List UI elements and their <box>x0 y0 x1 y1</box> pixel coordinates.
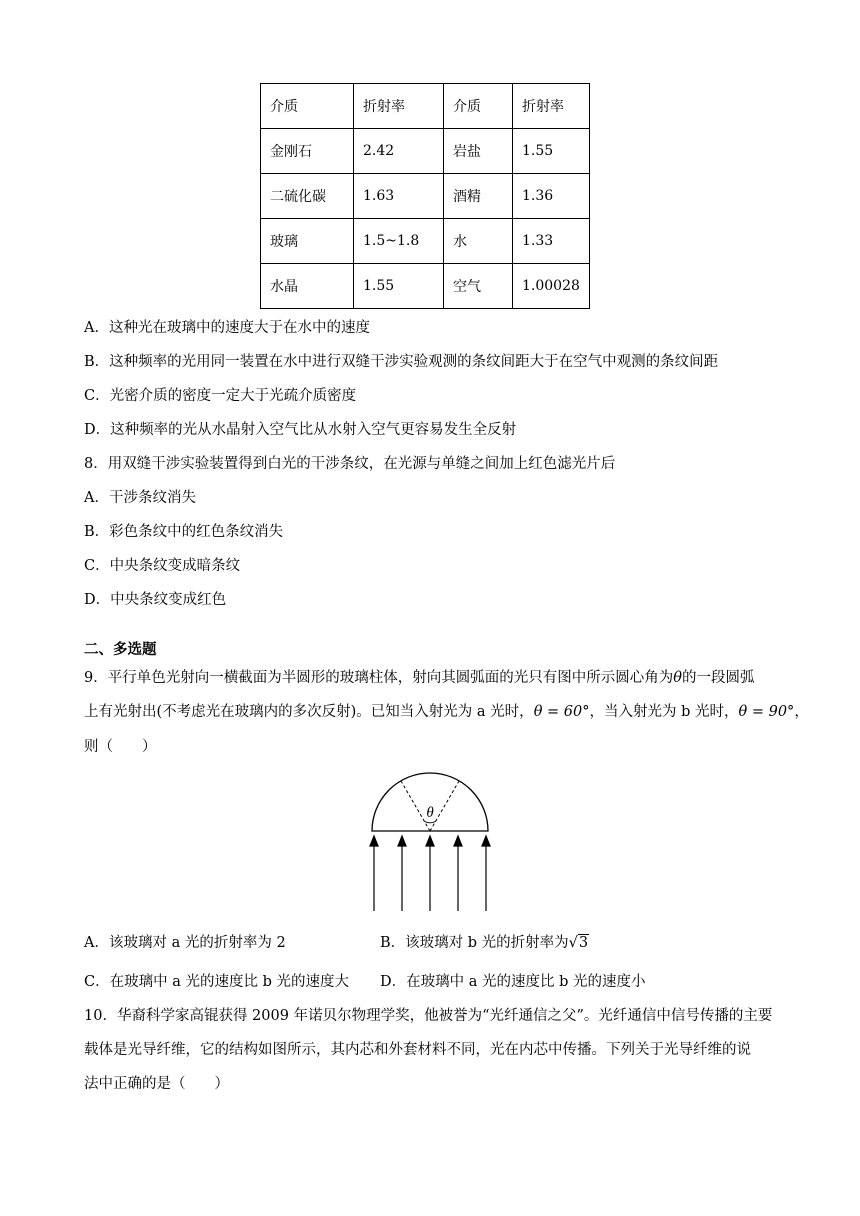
semicircle-outline <box>372 773 488 831</box>
q9-text: 上有光射出(不考虑光在玻璃内的多次反射)。已知当入射光为 a 光时， <box>84 704 534 720</box>
table-cell: 1.33 <box>513 219 590 264</box>
table-cell: 空气 <box>444 264 513 309</box>
q9-line-2 <box>84 702 809 722</box>
angle-arc <box>424 821 436 823</box>
sqrt-expression <box>569 933 589 953</box>
q9-option-d: D．在玻璃中 a 光的速度比 b 光的速度小 <box>380 974 646 990</box>
q9-line-3: 则（ ） <box>84 739 157 755</box>
q10-line-3: 法中正确的是（ ） <box>84 1076 229 1092</box>
theta-symbol: θ <box>673 670 682 686</box>
arrow-up-icon <box>398 836 406 846</box>
arrow-up-icon <box>426 836 434 846</box>
section-title: 二、多选题 <box>84 641 157 658</box>
sqrt-radicand: 3 <box>578 935 589 951</box>
table-cell: 1.55 <box>513 129 590 174</box>
table-row <box>261 129 590 174</box>
table-cell: 1.00028 <box>513 264 590 309</box>
q9-text: 9．平行单色光射向一横截面为半圆形的玻璃柱体，射向其圆弧面的光只有图中所示圆心角为 <box>84 670 674 686</box>
q9-text: ，当入射光为 b 光时， <box>589 704 739 720</box>
table-cell: 水晶 <box>261 264 354 309</box>
table-header-cell: 折射率 <box>513 84 590 129</box>
incident-light-arrows <box>370 836 490 911</box>
table-header-cell: 介质 <box>444 84 513 129</box>
dashed-radius-right <box>430 781 459 831</box>
table-header-cell: 折射率 <box>354 84 444 129</box>
table-row <box>261 264 590 309</box>
table-row <box>261 219 590 264</box>
q8-option-a: A．干涉条纹消失 <box>84 490 196 506</box>
q8-stem: 8．用双缝干涉实验装置得到白光的干涉条纹，在光源与单缝之间加上红色滤光片后 <box>84 456 616 472</box>
table-cell: 1.63 <box>354 174 444 219</box>
table-cell: 1.36 <box>513 174 590 219</box>
table-cell: 二硫化碳 <box>261 174 354 219</box>
q7-option-b: B．这种频率的光用同一装置在水中进行双缝干涉实验观测的条纹间距大于在空气中观测的条纹间距 <box>84 354 719 370</box>
table-header-cell: 介质 <box>261 84 354 129</box>
q9-text: ， <box>794 704 809 720</box>
theta-label: θ <box>426 805 434 821</box>
arrow-up-icon <box>370 836 378 846</box>
semicircle-glass-figure <box>360 770 500 916</box>
q7-option-c: C．光密介质的密度一定大于光疏介质密度 <box>84 388 357 404</box>
q10-line-2: 载体是光导纤维，它的结构如图所示，其内芯和外套材料不同，光在内芯中传播。下列关于光导纤维的说 <box>84 1042 751 1058</box>
q7-option-d: D．这种频率的光从水晶射入空气比从水射入空气更容易发生全反射 <box>84 422 517 438</box>
sqrt-sign: √ <box>568 935 578 951</box>
table-header-row <box>261 84 590 129</box>
q10-line-1: 10．华裔科学家高锟获得 2009 年诺贝尔物理学奖，他被誉为“光纤通信之父”。光纤通信中信号传播的主要 <box>84 1008 773 1024</box>
q8-option-c: C．中央条纹变成暗条纹 <box>84 558 241 574</box>
q8-option-d: D．中央条纹变成红色 <box>84 592 227 608</box>
q9-option-c: C．在玻璃中 a 光的速度比 b 光的速度大 <box>84 974 349 990</box>
table-cell: 岩盐 <box>444 129 513 174</box>
q8-option-b: B．彩色条纹中的红色条纹消失 <box>84 524 284 540</box>
table-cell: 1.5~1.8 <box>354 219 444 264</box>
q9-option-a: A．该玻璃对 a 光的折射率为 2 <box>84 935 286 951</box>
q9-option-b-text: B．该玻璃对 b 光的折射率为 <box>380 935 569 951</box>
q9-text: 的一段圆弧 <box>681 670 755 686</box>
q9-option-b <box>380 933 589 953</box>
table-cell: 玻璃 <box>261 219 354 264</box>
arrow-up-icon <box>454 836 462 846</box>
table-cell: 金刚石 <box>261 129 354 174</box>
arrow-up-icon <box>482 836 490 846</box>
refractive-index-table <box>260 83 590 309</box>
table-cell: 2.42 <box>354 129 444 174</box>
equation: θ = 90° <box>738 704 795 720</box>
equation: θ = 60° <box>533 704 590 720</box>
table-cell: 酒精 <box>444 174 513 219</box>
table-row <box>261 174 590 219</box>
q9-line-1 <box>84 668 754 688</box>
q7-option-a: A．这种光在玻璃中的速度大于在水中的速度 <box>84 320 370 336</box>
table-cell: 1.55 <box>354 264 444 309</box>
table-cell: 水 <box>444 219 513 264</box>
